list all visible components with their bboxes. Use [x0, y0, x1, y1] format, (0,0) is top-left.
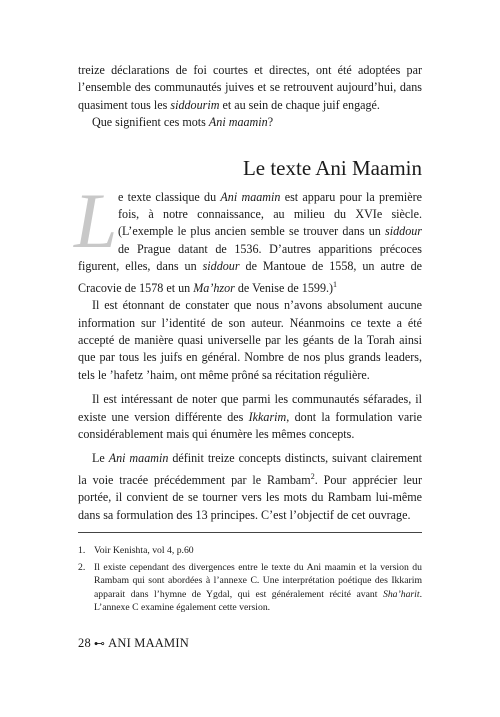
section-paragraph-3: [78, 391, 422, 443]
text-run: , dont la formulation varie considérablement mais qui énumère les mêmes concepts.: [78, 409, 422, 441]
drop-cap-letter: L: [74, 176, 118, 264]
intro-emphasis: siddourim: [170, 97, 220, 112]
main-text-block: [74, 62, 423, 524]
emphasis-text: Ikkarim: [248, 409, 287, 424]
text-run: e texte classique du: [118, 189, 221, 204]
intro-paragraph: [78, 62, 422, 114]
ornament-icon: ⊷: [93, 638, 106, 650]
text-run: Il est étonnant de constater que nous n’avons absolument aucune information sur l’identité de son auteur. Néanmoins ce texte a été accepté de manière quasi universelle par les géants de la Torah ainsi que par tous les juifs en général. Nombre de nos plus grands leaders, tels le ’hafetz ’haim, ont même prôné sa récitation régulière.: [78, 298, 422, 382]
question-text: Que signifient ces mots: [92, 115, 209, 130]
question-emphasis: Ani maamin: [208, 115, 268, 130]
footnote-text: [94, 544, 422, 557]
footnote-item: [78, 561, 422, 614]
intro-text: treize déclarations de foi courtes et directes, ont été adoptées par l’ensemble des communautés juives et se retrouvent aujourd’hui, dans quasiment tous les: [78, 63, 422, 112]
footnote-number: 1.: [78, 545, 86, 556]
emphasis-text: siddour: [202, 259, 240, 274]
footnote-ref[interactable]: 2: [310, 471, 315, 481]
text-run: Il est intéressant de noter que parmi les communautés séfarades, il existe une version différente des: [78, 392, 422, 424]
section-paragraph-2: [78, 297, 422, 384]
text-run: est apparu pour la première fois, à notre connaissance, au milieu du XVIe siècle. (L’exemple le plus ancien semble se trouver dans un: [118, 189, 423, 239]
text-run: Le: [92, 451, 109, 466]
emphasis-text: siddour: [385, 224, 422, 239]
text-run: Il existe cependant des divergences entre le texte du Ani maamin et la version du Rambam qui sont abordées à l’annexe C. Une interprétation poétique des Ikkarim apparait dans l’hymne de Ygdal, qui est généralement récité avant: [94, 562, 422, 600]
section-title: Le texte Ani Maamin: [242, 155, 422, 180]
page-footer: [78, 636, 189, 651]
emphasis-text: Ani maamin: [108, 451, 169, 466]
emphasis-text: Sha’harit: [382, 588, 420, 600]
text-run: de Venise de 1599.): [234, 280, 334, 295]
footnote-text: [94, 561, 422, 614]
text-run: . Pour apprécier leur portée, il convient de se tourner vers les mots du Rambam lui-même dans sa formulation des 13 principes. C’est l’objectif de cet ouvrage.: [78, 472, 422, 522]
footnote-item: [78, 544, 422, 557]
text-run: . L’annexe C examine également cette version.: [94, 588, 422, 613]
page-number: 28: [78, 636, 91, 650]
intro-text-end: et au sein de chaque juif engagé.: [219, 97, 380, 112]
footnote-ref[interactable]: 1: [333, 279, 338, 289]
footnotes-block: [78, 532, 422, 618]
text-run: définit treize concepts distincts, suivant clairement la voie tracée précédemment par le Rambam: [78, 451, 422, 487]
section-first-paragraph-wrap: [74, 176, 423, 297]
question-paragraph: [78, 114, 422, 131]
text-run: de Mantoue de 1558, un autre de Cracovie de 1578 et un: [78, 259, 422, 295]
footnote-number: 2.: [78, 562, 86, 574]
section-paragraph-4: [78, 450, 422, 524]
section-paragraph-1: [78, 189, 422, 297]
text-run: Voir Kenishta, vol 4, p.60: [94, 545, 194, 556]
emphasis-text: Ani maamin: [220, 189, 281, 204]
question-mark: ?: [267, 115, 274, 130]
text-run: de Prague datant de 1536. D’autres apparitions précoces figurent, elles, dans un: [78, 241, 422, 274]
running-title: ANI MAAMIN: [108, 636, 189, 650]
emphasis-text: Ma’hzor: [193, 280, 235, 295]
